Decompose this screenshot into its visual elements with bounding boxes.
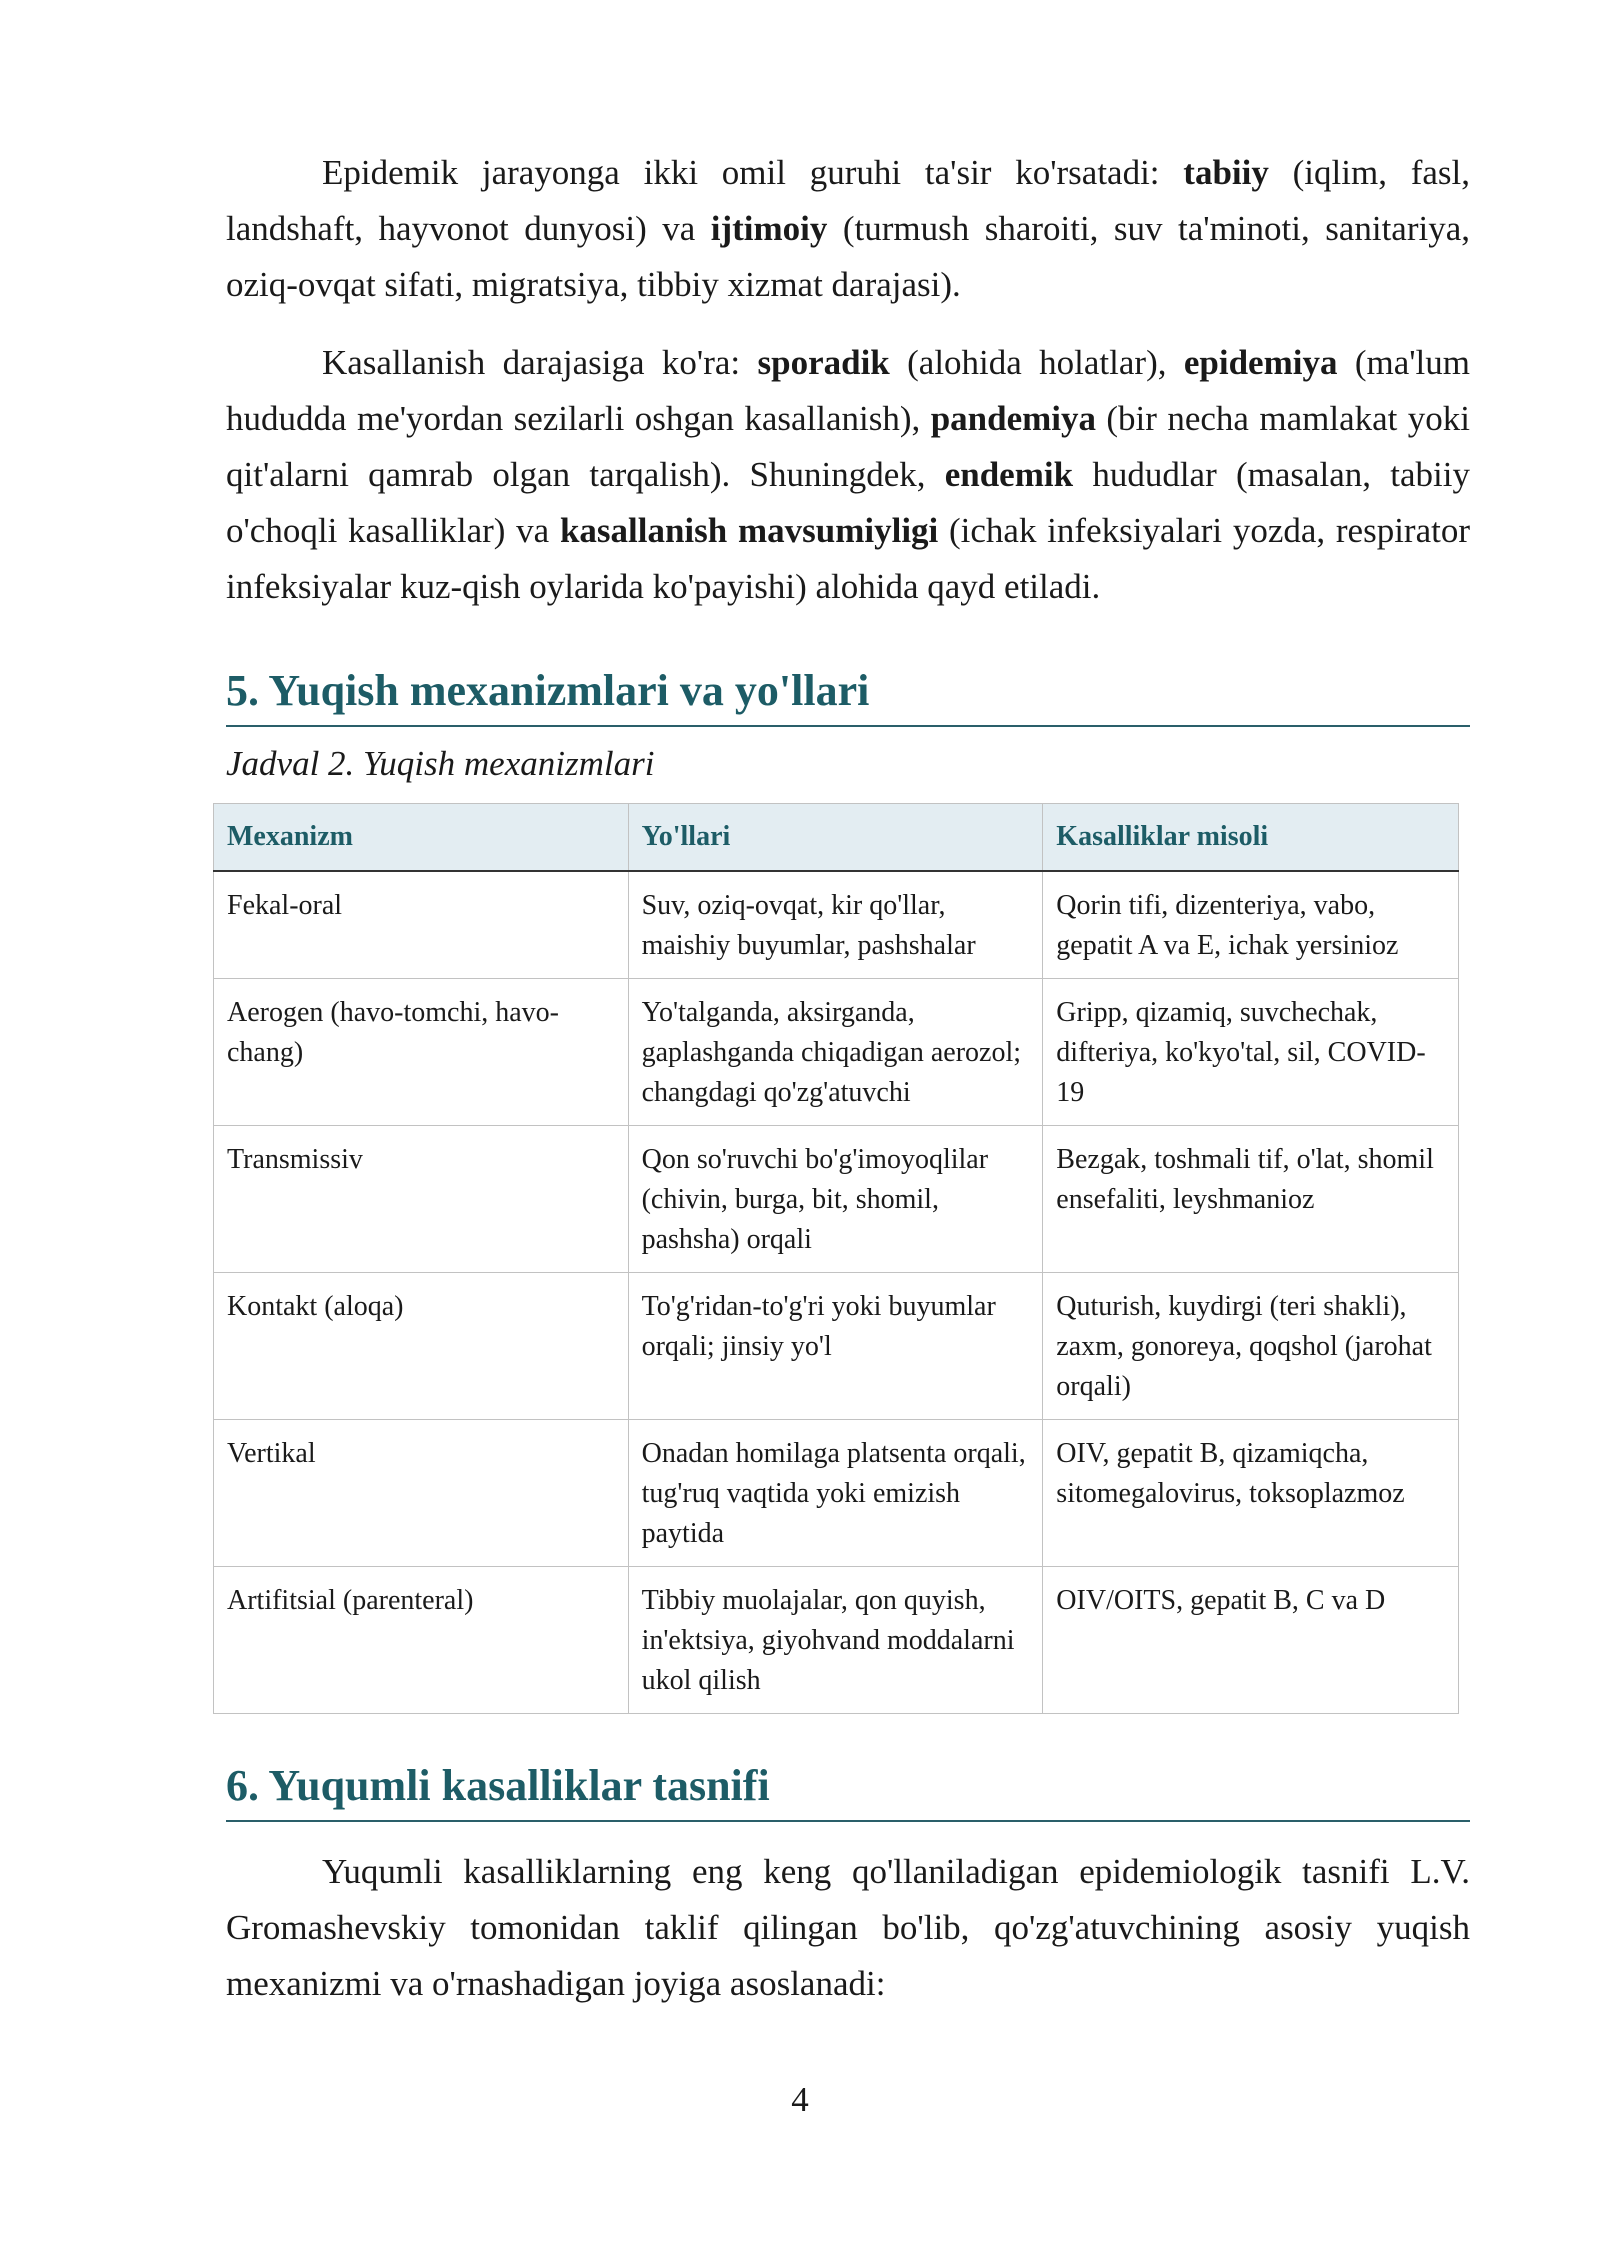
bold-term: kasallanish mavsumiyligi xyxy=(559,511,939,550)
section-heading-6: 6. Yuqumli kasalliklar tasnifi xyxy=(226,1758,1470,1822)
cell-mechanism: Kontakt (aloqa) xyxy=(214,1273,629,1420)
text-run: Kasallanish darajasiga ko'ra: xyxy=(322,343,758,382)
cell-diseases: Quturish, kuydirgi (teri shakli), zaxm, gonoreya, qoqshol (jarohat orqali) xyxy=(1043,1273,1459,1420)
paragraph-incidence-levels xyxy=(226,335,1470,615)
bold-term: pandemiya xyxy=(930,399,1096,438)
cell-mechanism: Transmissiv xyxy=(214,1126,629,1273)
bold-term: ijtimoiy xyxy=(710,209,828,248)
table-row xyxy=(214,1420,1459,1567)
cell-mechanism: Vertikal xyxy=(214,1420,629,1567)
text-run: (ma'lum hududda me'yordan sezilarli oshgan kasallanish), xyxy=(226,343,1470,438)
cell-diseases: OIV, gepatit B, qizamiqcha, sitomegalovirus, toksoplazmoz xyxy=(1043,1420,1459,1567)
text-run: (alohida holatlar), xyxy=(889,343,1184,382)
text-run: Epidemik jarayonga ikki omil guruhi ta'sir ko'rsatadi: xyxy=(322,153,1184,192)
cell-mechanism: Fekal-oral xyxy=(214,871,629,979)
text-run: (bir necha mamlakat yoki qit'alarni qamrab olgan tarqalish). Shuningdek, xyxy=(226,399,1470,494)
cell-routes: Tibbiy muolajalar, qon quyish, in'ektsiya, giyohvand moddalarni ukol qilish xyxy=(628,1567,1043,1714)
bold-term: tabiiy xyxy=(1183,153,1269,192)
cell-mechanism: Aerogen (havo-tomchi, havo-chang) xyxy=(214,979,629,1126)
cell-routes: Qon so'ruvchi bo'g'imoyoqlilar (chivin, burga, bit, shomil, pashsha) orqali xyxy=(628,1126,1043,1273)
cell-routes: Onadan homilaga platsenta orqali, tug'ruq vaqtida yoki emizish paytida xyxy=(628,1420,1043,1567)
page-number: 4 xyxy=(791,2080,809,2119)
cell-diseases: Gripp, qizamiq, suvchechak, difteriya, ko'kyo'tal, sil, COVID-19 xyxy=(1043,979,1459,1126)
cell-routes: Suv, oziq-ovqat, kir qo'llar, maishiy buyumlar, pashshalar xyxy=(628,871,1043,979)
header-routes: Yo'llari xyxy=(628,804,1043,872)
section-heading-5: 5. Yuqish mexanizmlari va yo'llari xyxy=(226,663,1470,727)
bold-term: sporadik xyxy=(757,343,890,382)
header-disease-examples: Kasalliklar misoli xyxy=(1043,804,1459,872)
table-caption: Jadval 2. Yuqish mexanizmlari xyxy=(226,744,655,783)
cell-diseases: OIV/OITS, gepatit B, C va D xyxy=(1043,1567,1459,1714)
table-row xyxy=(214,1126,1459,1273)
page-content xyxy=(226,145,1470,2034)
table-header-row xyxy=(214,804,1459,872)
paragraph-classification: Yuqumli kasalliklarning eng keng qo'llaniladigan epidemiologik tasnifi L.V. Gromashevskiy tomonidan taklif qilingan bo'lib, qo'zg'atuvchining asosiy yuqish mexanizmi va o'rnashadigan joyiga asoslanadi: xyxy=(226,1852,1470,2003)
text-run: (iqlim, fasl, landshaft, hayvonot dunyosi) va xyxy=(226,153,1470,248)
transmission-mechanisms-table xyxy=(213,803,1459,1714)
cell-diseases: Qorin tifi, dizenteriya, vabo, gepatit A va E, ichak yersinioz xyxy=(1043,871,1459,979)
cell-mechanism: Artifitsial (parenteral) xyxy=(214,1567,629,1714)
table-row xyxy=(214,1567,1459,1714)
text-run: hududlar (masalan, tabiiy o'choqli kasalliklar) va xyxy=(226,455,1470,550)
cell-routes: Yo'talganda, aksirganda, gaplashganda chiqadigan aerozol; changdagi qo'zg'atuvchi xyxy=(628,979,1043,1126)
bold-term: endemik xyxy=(944,455,1074,494)
table-row xyxy=(214,979,1459,1126)
cell-routes: To'g'ridan-to'g'ri yoki buyumlar orqali; jinsiy yo'l xyxy=(628,1273,1043,1420)
paragraph-epidemic-factors xyxy=(226,145,1470,313)
cell-diseases: Bezgak, toshmali tif, o'lat, shomil ensefaliti, leyshmanioz xyxy=(1043,1126,1459,1273)
table-row xyxy=(214,871,1459,979)
header-mechanism: Mexanizm xyxy=(214,804,629,872)
table-row xyxy=(214,1273,1459,1420)
text-run: (ichak infeksiyalari yozda, respirator infeksiyalar kuz-qish oylarida ko'payishi) alohida qayd etiladi. xyxy=(226,511,1470,606)
text-run: (turmush sharoiti, suv ta'minoti, sanitariya, oziq-ovqat sifati, migratsiya, tibbiy xizmat darajasi). xyxy=(226,209,1470,304)
bold-term: epidemiya xyxy=(1183,343,1338,382)
